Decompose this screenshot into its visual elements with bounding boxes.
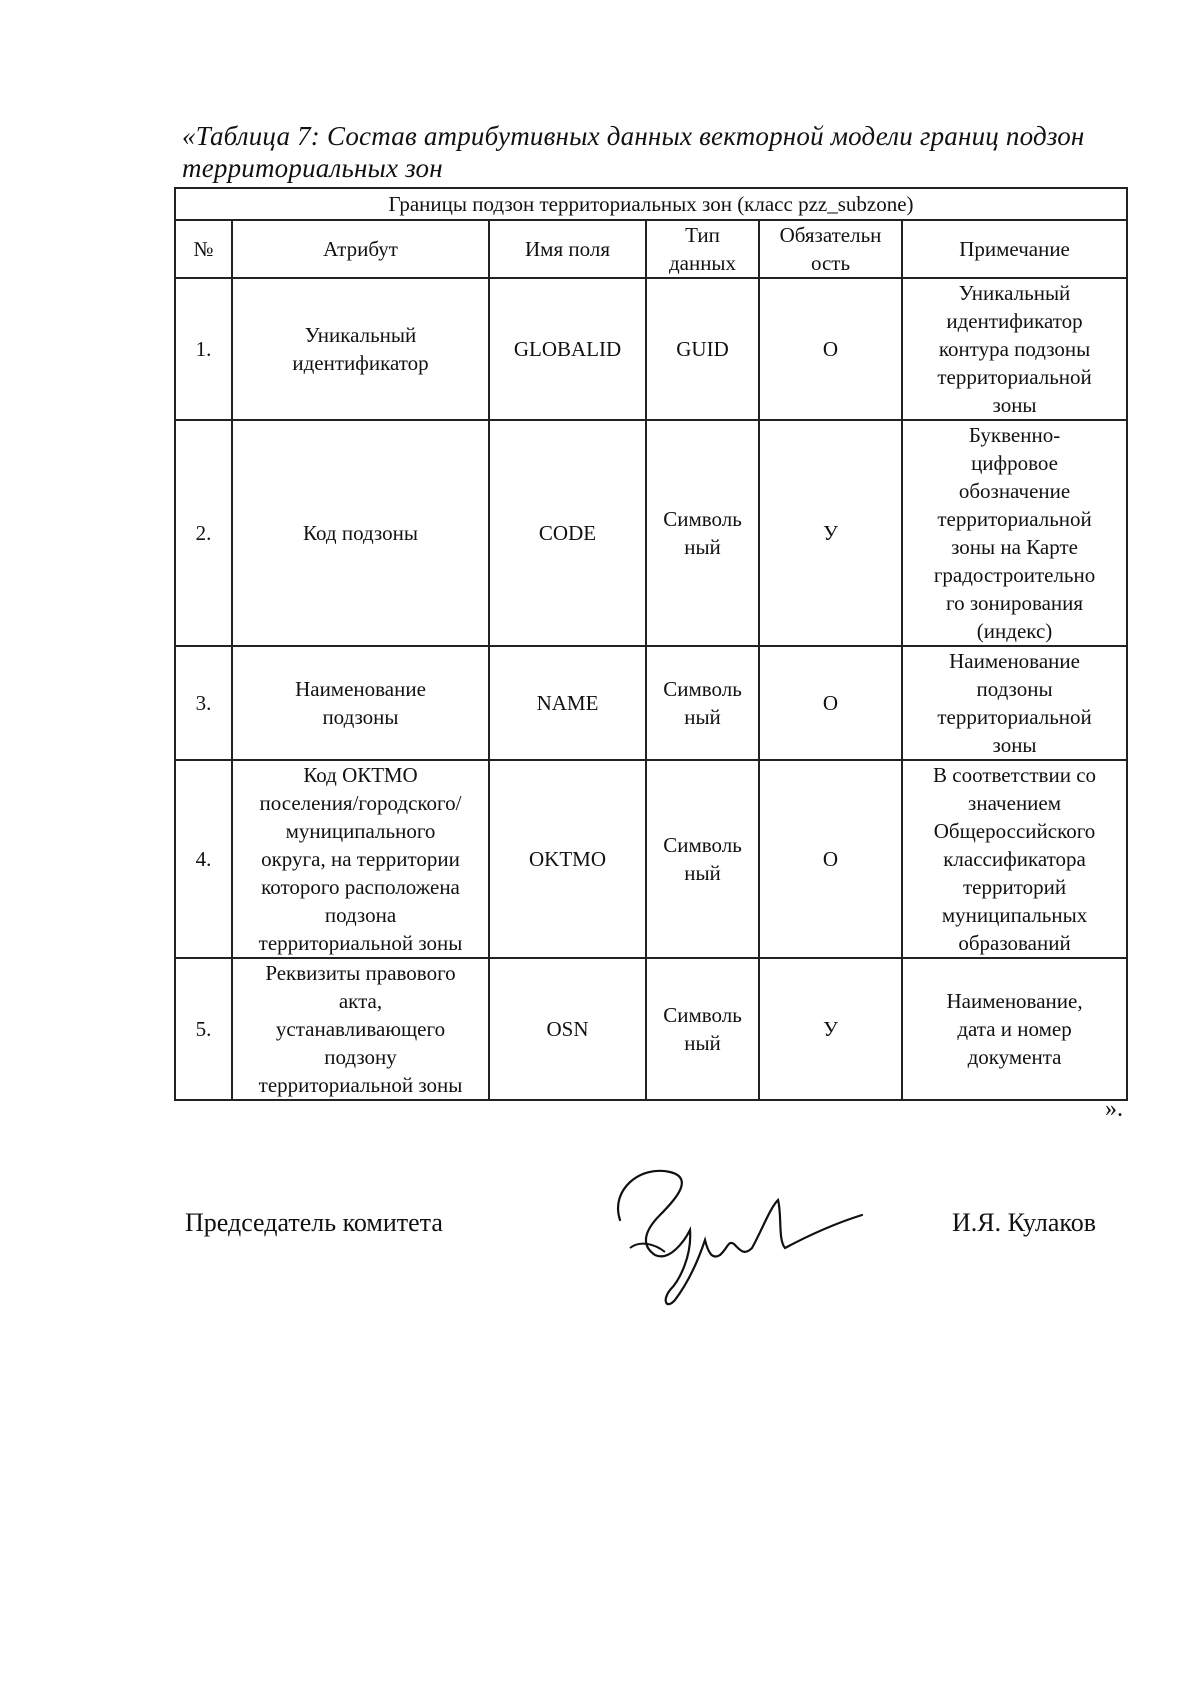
- cell-note: [902, 420, 1127, 646]
- cell-attribute: [232, 760, 489, 958]
- cell-required: О: [759, 760, 902, 958]
- cell-line: территорий: [962, 875, 1067, 899]
- signatory-position: Председатель комитета: [185, 1208, 443, 1237]
- cell-note: [902, 646, 1127, 760]
- attribute-table: [174, 187, 1128, 1101]
- header-text: ость: [810, 251, 851, 275]
- cell-line: Общероссийского: [933, 819, 1096, 843]
- cell-type: [646, 646, 759, 760]
- cell-line: территориальной: [937, 365, 1092, 389]
- cell-line: Наименование: [295, 677, 426, 701]
- header-col-field-name: [489, 220, 646, 278]
- table-row: [175, 420, 1127, 646]
- cell-required: У: [759, 958, 902, 1100]
- cell-line: подзоны: [976, 677, 1053, 701]
- cell-type: [646, 958, 759, 1100]
- cell-num: 2.: [175, 420, 232, 646]
- cell-attribute: [232, 646, 489, 760]
- caption-line-2: территориальных зон: [182, 153, 443, 183]
- cell-required: У: [759, 420, 902, 646]
- cell-line: Наименование,: [946, 989, 1083, 1013]
- header-text: №: [193, 237, 214, 261]
- header-text: Атрибут: [323, 237, 398, 261]
- cell-line: ный: [684, 535, 721, 559]
- cell-line: зоны на Карте: [951, 535, 1078, 559]
- cell-line: Код подзоны: [303, 521, 418, 545]
- cell-line: зоны: [992, 393, 1037, 417]
- header-col-number: [175, 220, 232, 278]
- cell-line: Символь: [663, 833, 742, 857]
- header-text: Примечание: [959, 237, 1070, 261]
- cell-field: GLOBALID: [489, 278, 646, 420]
- cell-type: [646, 278, 759, 420]
- cell-line: поселения/городского/: [259, 791, 462, 815]
- cell-num: 1.: [175, 278, 232, 420]
- cell-attribute: [232, 278, 489, 420]
- cell-field: OKTMO: [489, 760, 646, 958]
- cell-line: (индекс): [976, 619, 1053, 643]
- cell-line: Наименование: [949, 649, 1080, 673]
- cell-line: Символь: [663, 507, 742, 531]
- cell-line: которого расположена: [261, 875, 460, 899]
- cell-line: классификатора: [943, 847, 1086, 871]
- cell-line: Символь: [663, 1003, 742, 1027]
- cell-field: NAME: [489, 646, 646, 760]
- header-col-data-type: [646, 220, 759, 278]
- header-text: Тип: [685, 223, 720, 247]
- cell-attribute: [232, 958, 489, 1100]
- cell-line: акта,: [338, 989, 383, 1013]
- cell-line: значением: [968, 791, 1062, 815]
- closing-quote: ».: [1105, 1096, 1123, 1122]
- cell-num: 3.: [175, 646, 232, 760]
- header-col-attribute: [232, 220, 489, 278]
- cell-field: CODE: [489, 420, 646, 646]
- cell-line: го зонирования: [945, 591, 1084, 615]
- header-text: Обязательн: [779, 223, 882, 247]
- header-text: данных: [668, 251, 737, 275]
- header-col-note: [902, 220, 1127, 278]
- handwritten-signature: [600, 1160, 870, 1320]
- table-row: [175, 646, 1127, 760]
- table-group-header-row: [175, 188, 1127, 220]
- cell-attribute: [232, 420, 489, 646]
- cell-line: В соответствии со: [933, 763, 1097, 787]
- table-header-row: [175, 220, 1127, 278]
- cell-line: муниципального: [285, 819, 436, 843]
- cell-line: муниципальных: [941, 903, 1088, 927]
- cell-line: Буквенно-: [968, 423, 1061, 447]
- header-text: Имя поля: [525, 237, 610, 261]
- table-caption: [182, 120, 1142, 184]
- cell-line: идентификатор: [292, 351, 429, 375]
- cell-line: Уникальный: [958, 281, 1071, 305]
- cell-line: территориальной: [937, 705, 1092, 729]
- table-row: [175, 958, 1127, 1100]
- cell-line: градостроительно: [933, 563, 1096, 587]
- cell-line: GUID: [676, 337, 729, 361]
- cell-line: цифровое: [971, 451, 1058, 475]
- cell-num: 5.: [175, 958, 232, 1100]
- cell-line: ный: [684, 1031, 721, 1055]
- caption-line-1: «Таблица 7: Состав атрибутивных данных векторной модели границ подзон: [182, 121, 1085, 151]
- cell-line: Реквизиты правового: [265, 961, 456, 985]
- table-row: [175, 760, 1127, 958]
- cell-line: документа: [967, 1045, 1062, 1069]
- cell-line: идентификатор: [946, 309, 1083, 333]
- cell-field: OSN: [489, 958, 646, 1100]
- cell-line: ный: [684, 705, 721, 729]
- cell-line: Символь: [663, 677, 742, 701]
- table-row: [175, 278, 1127, 420]
- signatory-name: И.Я. Кулаков: [952, 1208, 1096, 1237]
- cell-line: образований: [958, 931, 1071, 955]
- cell-line: Код ОКТМО: [303, 763, 418, 787]
- cell-line: территориальной: [937, 507, 1092, 531]
- cell-note: [902, 760, 1127, 958]
- cell-line: Уникальный: [304, 323, 417, 347]
- cell-line: округа, на территории: [261, 847, 460, 871]
- cell-line: подзону: [324, 1045, 397, 1069]
- header-col-required: [759, 220, 902, 278]
- cell-line: территориальной зоны: [258, 1073, 463, 1097]
- cell-line: обозначение: [958, 479, 1071, 503]
- cell-line: дата и номер: [957, 1017, 1072, 1041]
- table-group-header: Границы подзон территориальных зон (класс pzz_subzone): [175, 188, 1127, 220]
- cell-required: О: [759, 646, 902, 760]
- cell-line: устанавливающего: [275, 1017, 446, 1041]
- cell-note: [902, 278, 1127, 420]
- cell-line: подзоны: [322, 705, 399, 729]
- cell-line: зоны: [992, 733, 1037, 757]
- cell-type: [646, 760, 759, 958]
- cell-type: [646, 420, 759, 646]
- cell-line: контура подзоны: [938, 337, 1091, 361]
- cell-num: 4.: [175, 760, 232, 958]
- cell-line: подзона: [324, 903, 397, 927]
- cell-note: [902, 958, 1127, 1100]
- cell-line: ный: [684, 861, 721, 885]
- cell-line: территориальной зоны: [258, 931, 463, 955]
- cell-required: О: [759, 278, 902, 420]
